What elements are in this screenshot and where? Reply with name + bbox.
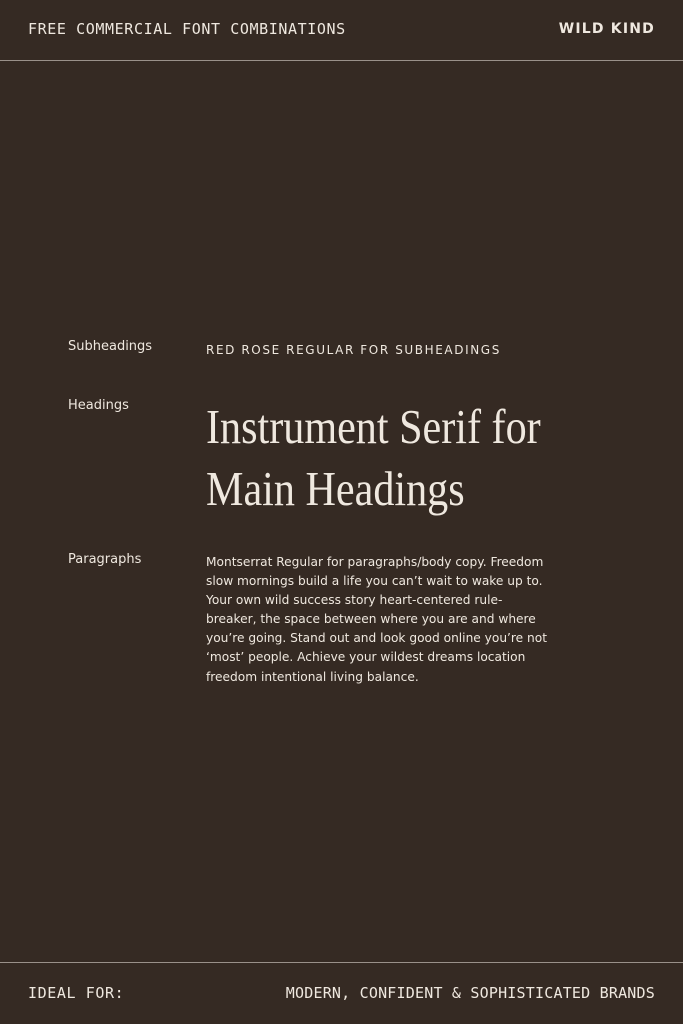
heading-sample	[206, 396, 567, 520]
subheading-sample: RED ROSE REGULAR FOR SUBHEADINGS	[206, 343, 501, 357]
ideal-for-label: IDEAL FOR:	[28, 984, 125, 1002]
header-bar	[0, 0, 683, 61]
ideal-for-value: MODERN, CONFIDENT & SOPHISTICATED BRANDS	[285, 984, 655, 1002]
heading-sample-line-2: Main Headings	[206, 461, 465, 516]
heading-sample-line-1: Instrument Serif for	[206, 399, 541, 454]
page-title: FREE COMMERCIAL FONT COMBINATIONS	[28, 20, 346, 38]
paragraphs-label: Paragraphs	[68, 552, 142, 567]
brand-logo-text: WILD KIND	[558, 21, 655, 37]
footer-bar	[0, 962, 683, 1024]
paragraph-sample: Montserrat Regular for paragraphs/body copy. Freedom slow mornings build a life you can’t wait to wake up to. Your own wild success story heart-centered rule-breaker, the space between where you are and where you’re going. Stand out and look good online you’re not ‘most’ people. Achieve your wildest dreams location freedom intentional living balance.	[206, 555, 548, 684]
subheadings-label: Subheadings	[68, 339, 153, 354]
headings-label: Headings	[68, 398, 129, 413]
